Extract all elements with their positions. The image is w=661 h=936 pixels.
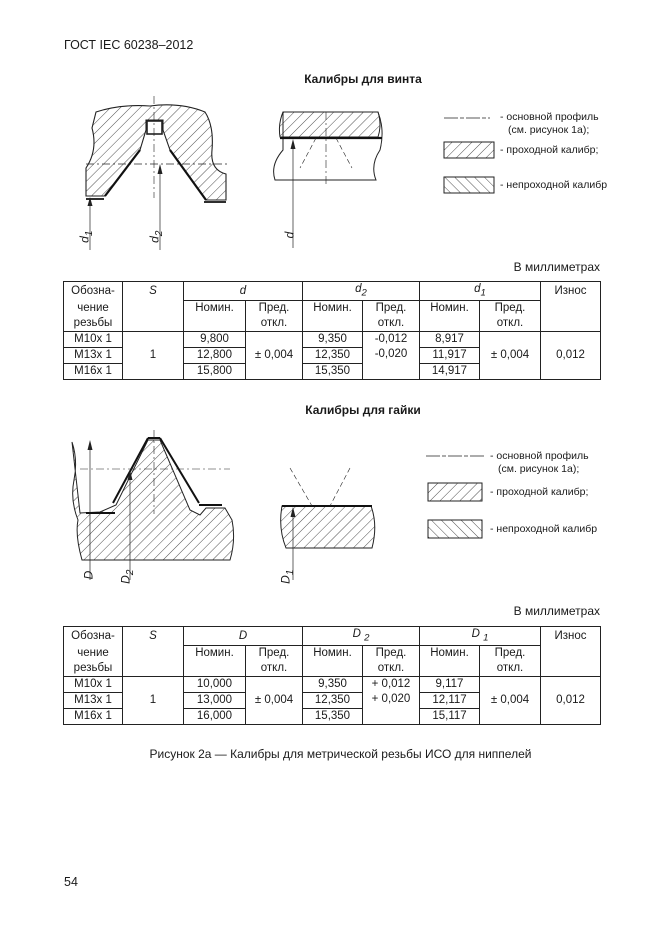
nut-gauge-table: Обозна- S D D $_2$ D $_1$ Износ чение Номин. Пред. Номин. Пред. Номин. Пред. резьбы откл. откл. откл. M10x 1 1 10,000 ± 0,004 9,350 + 0,012 + 0,020 9,117 ± 0,004 0,012 M13x 1 13,000 12,350 12,117 M16x 1 16,000 15,350 15,117 <box>63 626 601 725</box>
screw-units: В миллиметрах <box>513 260 600 274</box>
nut-legend-nogo-gauge: - непроходной калибр <box>490 523 598 535</box>
nut-legend-basic-profile: - основной профиль (см. рисунок 1а); <box>490 450 589 475</box>
th-thread: Обозна- <box>64 282 123 301</box>
label-d: d <box>282 231 297 239</box>
table-row: M10x 1 1 10,000 ± 0,004 9,350 + 0,012 + 0,020 9,117 ± 0,004 0,012 <box>64 677 601 693</box>
screw-outer-drawing <box>274 112 382 248</box>
label-D: D <box>81 570 96 580</box>
th-d1: $d_1$ <box>420 282 541 301</box>
nut-profile-drawing <box>72 430 234 580</box>
label-d2: $d_2$ <box>147 230 165 243</box>
table-row: M13x 1 12,800 12,350 11,917 <box>64 348 601 364</box>
standard-header: ГОСТ IEC 60238–2012 <box>64 38 194 52</box>
screw-profile-drawing <box>86 96 230 250</box>
table-row: M10x 1 1 9,800 ± 0,004 9,350 -0,012 -0,020 8,917 ± 0,004 0,012 <box>64 332 601 348</box>
figure-caption: Рисунок 2а — Калибры для метрической резьбы ИСО для ниппелей <box>149 747 532 761</box>
screw-gauge-table: Обозна- S d $d_2$ $d_1$ Износ чение Номин. Пред. Номин. Пред. Номин. Пред. резьбы откл. откл. откл. M10x 1 1 9,800 ± 0,004 9,350 -0,012 -0,020 8,917 ± 0,004 0,012 M13x 1 12,800 12,350 11,917 M16x 1 15,800 15,350 14,917 <box>63 281 601 380</box>
label-d1: $d_1$ <box>77 230 95 243</box>
table-row: M16x 1 15,800 15,350 14,917 <box>64 364 601 380</box>
screw-legend-nogo-gauge: - непроходной калибр <box>500 179 608 191</box>
table-row: M13x 1 13,000 12,350 12,117 <box>64 693 601 709</box>
nut-legend-symbols <box>426 456 484 538</box>
screw-legend-symbols <box>444 118 494 193</box>
th-wear: Износ <box>541 282 601 301</box>
nut-units: В миллиметрах <box>513 604 600 618</box>
page-number: 54 <box>64 875 78 889</box>
nut-section-title: Калибры для гайки <box>305 403 421 417</box>
nut-inner-drawing <box>281 468 375 580</box>
table-row: M16x 1 16,000 15,350 15,117 <box>64 709 601 725</box>
th-d2: $d_2$ <box>303 282 420 301</box>
label-D2: $D_2$ <box>118 569 136 584</box>
label-D1: $D_1$ <box>278 569 296 584</box>
th-d: d <box>184 282 303 301</box>
screw-legend-go-gauge: - проходной калибр; <box>500 144 599 156</box>
screw-section-title: Калибры для винта <box>304 72 422 86</box>
th-s: S <box>123 282 184 301</box>
nut-legend-go-gauge: - проходной калибр; <box>490 486 589 498</box>
screw-legend-basic-profile: - основной профиль (см. рисунок 1а); <box>500 111 599 136</box>
